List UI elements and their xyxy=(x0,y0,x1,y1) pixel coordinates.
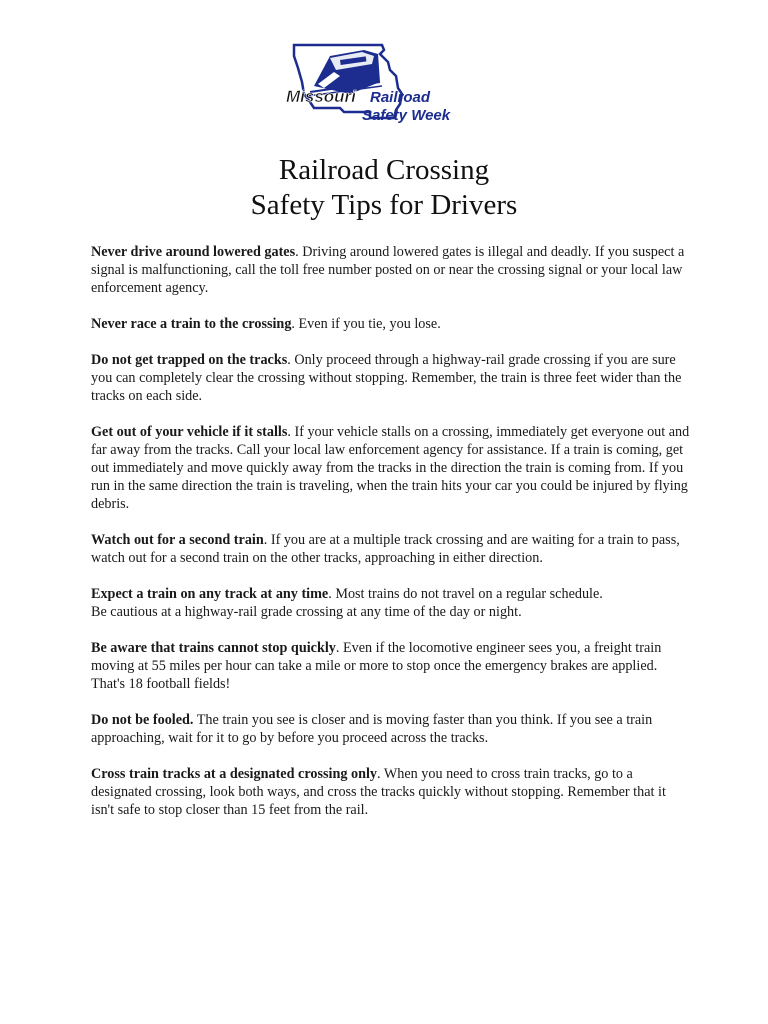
tip-lead: Do not get trapped on the tracks xyxy=(91,352,288,368)
tip-body: . Even if the locomotive engineer sees you, a freight train moving at 55 miles per hour can take a mile or more to stop once the emergency brakes are applied. That's 18 football fields! xyxy=(91,640,662,692)
tip-body: . Only proceed through a highway-rail grade crossing if you are sure you can completely clear the crossing without stopping. Remember, the train is three feet wider than the tracks on each side. xyxy=(91,352,682,404)
tip-lead: Never race a train to the crossing xyxy=(91,316,292,332)
title-line-1: Railroad Crossing xyxy=(278,154,490,186)
tip-paragraph xyxy=(91,711,691,747)
tip-lead: Be aware that trains cannot stop quickly xyxy=(91,640,336,656)
tip-paragraph xyxy=(91,531,691,567)
page-title xyxy=(0,153,768,223)
missouri-railroad-safety-week-logo xyxy=(284,42,474,126)
tip-lead: Cross train tracks at a designated crossing only xyxy=(91,766,377,782)
tip-lead: Expect a train on any track at any time xyxy=(91,586,329,602)
tip-paragraph xyxy=(91,765,691,819)
tip-paragraph xyxy=(91,315,691,333)
tip-lead: Never drive around lowered gates xyxy=(91,244,296,260)
tip-paragraph xyxy=(91,243,691,297)
tip-lead: Get out of your vehicle if it stalls xyxy=(91,424,288,440)
tip-paragraph xyxy=(91,639,691,693)
tip-body: The train you see is closer and is moving faster than you think. If you see a train approaching, wait for it to go by before you proceed across the tracks. xyxy=(91,712,653,746)
tip-paragraph xyxy=(91,423,691,513)
tip-body: . Most trains do not travel on a regular schedule. Be cautious at a highway-rail grade crossing at any time of the day or night. xyxy=(91,586,603,620)
logo-word-railroad: Railroad xyxy=(370,89,431,106)
tip-body: . Even if you tie, you lose. xyxy=(291,316,441,332)
tip-lead: Do not be fooled. xyxy=(91,712,194,728)
logo-word-safety-week: Safety Week xyxy=(362,107,451,124)
logo-graphic xyxy=(284,42,474,126)
title-line-2: Safety Tips for Drivers xyxy=(250,189,518,221)
tip-body: . Driving around lowered gates is illegal and deadly. If you suspect a signal is malfunctioning, call the toll free number posted on or near the crossing signal or your local law enforcement agency. xyxy=(91,244,685,296)
tips-list xyxy=(91,243,691,837)
logo-word-missouri: Missouri xyxy=(286,87,356,106)
tip-paragraph xyxy=(91,351,691,405)
tip-body: . If your vehicle stalls on a crossing, immediately get everyone out and far away from the tracks. Call your local law enforcement agency for assistance. If a train is coming, get out immediately and move quickly away from the tracks in the direction the train is coming from. If you run in the same direction the train is traveling, when the train hits your car you could be injured by flying debris. xyxy=(91,424,690,512)
tip-body: . If you are at a multiple track crossing and are waiting for a train to pass, watch out for a second train on the other tracks, approaching in either direction. xyxy=(91,532,680,566)
tip-paragraph xyxy=(91,585,691,621)
tip-body: . When you need to cross train tracks, go to a designated crossing, look both ways, and cross the tracks quickly without stopping. Remember that it isn't safe to stop closer than 15 feet from the rail. xyxy=(91,766,666,818)
tip-lead: Watch out for a second train xyxy=(91,532,264,548)
